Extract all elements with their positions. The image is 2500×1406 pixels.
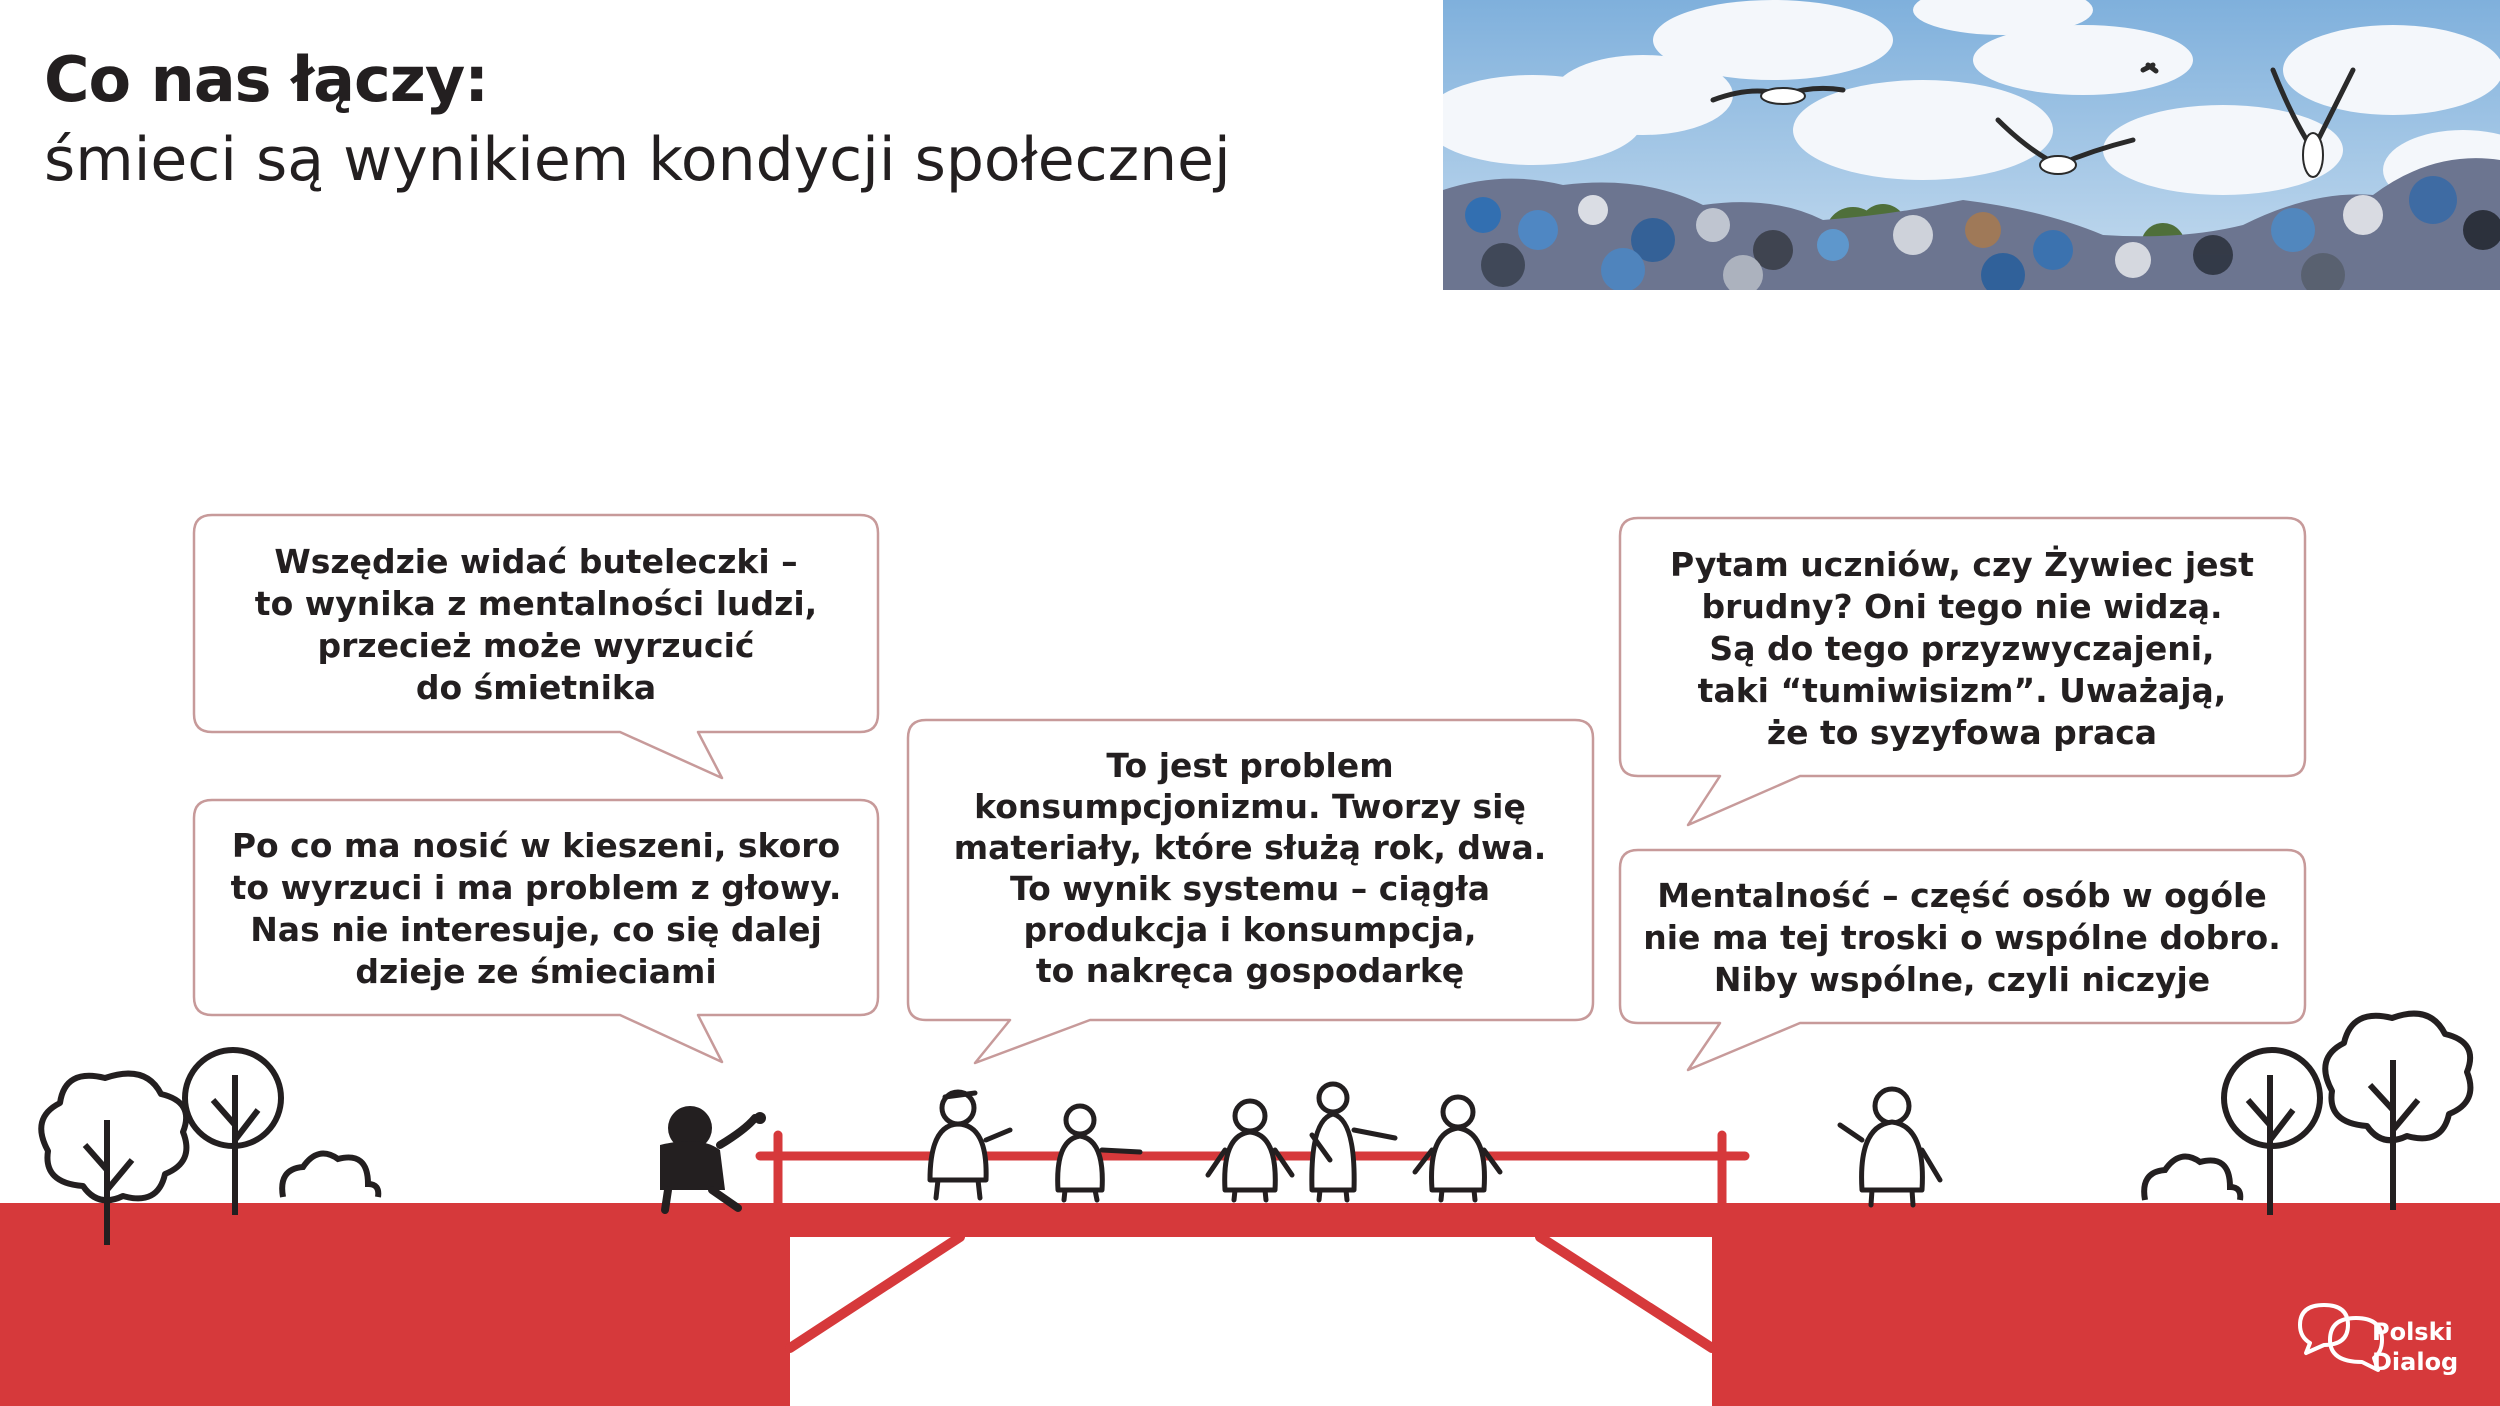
quote-3-line-6: to nakręca gospodarkę bbox=[1035, 951, 1465, 990]
quote-4-line-3: Są do tego przyzwyczajeni, bbox=[1709, 629, 2215, 668]
quote-1-line-2: to wynika z mentalności ludzi, bbox=[254, 584, 818, 623]
tree-right-2 bbox=[2325, 1014, 2470, 1210]
page-title: Co nas łączy: bbox=[44, 43, 489, 116]
quote-3-line-2: konsumpcjonizmu. Tworzy się bbox=[974, 787, 1526, 826]
quote-1-line-4: do śmietnika bbox=[415, 668, 657, 707]
person-dark-left bbox=[660, 1106, 766, 1210]
quote-4-line-4: taki “tumiwisizm”. Uważają, bbox=[1697, 671, 2227, 710]
quote-3-line-4: To wynik systemu – ciągła bbox=[1009, 869, 1491, 908]
bush-left bbox=[282, 1154, 378, 1197]
quote-2-line-1: Po co ma nosić w kieszeni, skoro bbox=[231, 826, 841, 865]
quote-2-line-4: dzieje ze śmieciami bbox=[355, 952, 717, 991]
quote-4-line-1: Pytam uczniów, czy Żywiec jest bbox=[1670, 545, 2254, 584]
red-ground bbox=[0, 1203, 2500, 1406]
bush-right bbox=[2144, 1157, 2240, 1200]
quote-5-line-1: Mentalność – część osób w ogóle bbox=[1657, 876, 2267, 915]
quote-2-line-3: Nas nie interesuje, co się dalej bbox=[250, 910, 822, 949]
tree-left-2 bbox=[185, 1050, 281, 1215]
quote-4-line-5: że to syzyfowa praca bbox=[1766, 713, 2158, 752]
quote-3-line-3: materiały, które służą rok, dwa. bbox=[953, 828, 1547, 867]
quote-5-line-3: Niby wspólne, czyli niczyje bbox=[1713, 960, 2211, 999]
quote-3-line-1: To jest problem bbox=[1106, 746, 1394, 785]
page-subtitle: śmieci są wynikiem kondycji społecznej bbox=[44, 125, 1231, 195]
person-group bbox=[930, 1084, 1940, 1205]
quote-1-line-1: Wszędzie widać buteleczki – bbox=[274, 542, 798, 581]
quote-2-line-2: to wyrzuci i ma problem z głowy. bbox=[230, 868, 842, 907]
logo-line-1: Polski bbox=[2372, 1318, 2453, 1346]
logo-line-2: Dialog bbox=[2372, 1348, 2459, 1376]
quote-4-line-2: brudny? Oni tego nie widzą. bbox=[1701, 587, 2223, 626]
quote-5-line-2: nie ma tej troski o wspólne dobro. bbox=[1643, 918, 2281, 957]
quote-1-line-3: przecież może wyrzucić bbox=[317, 626, 755, 665]
quote-3-line-5: produkcja i konsumpcja, bbox=[1023, 910, 1477, 949]
